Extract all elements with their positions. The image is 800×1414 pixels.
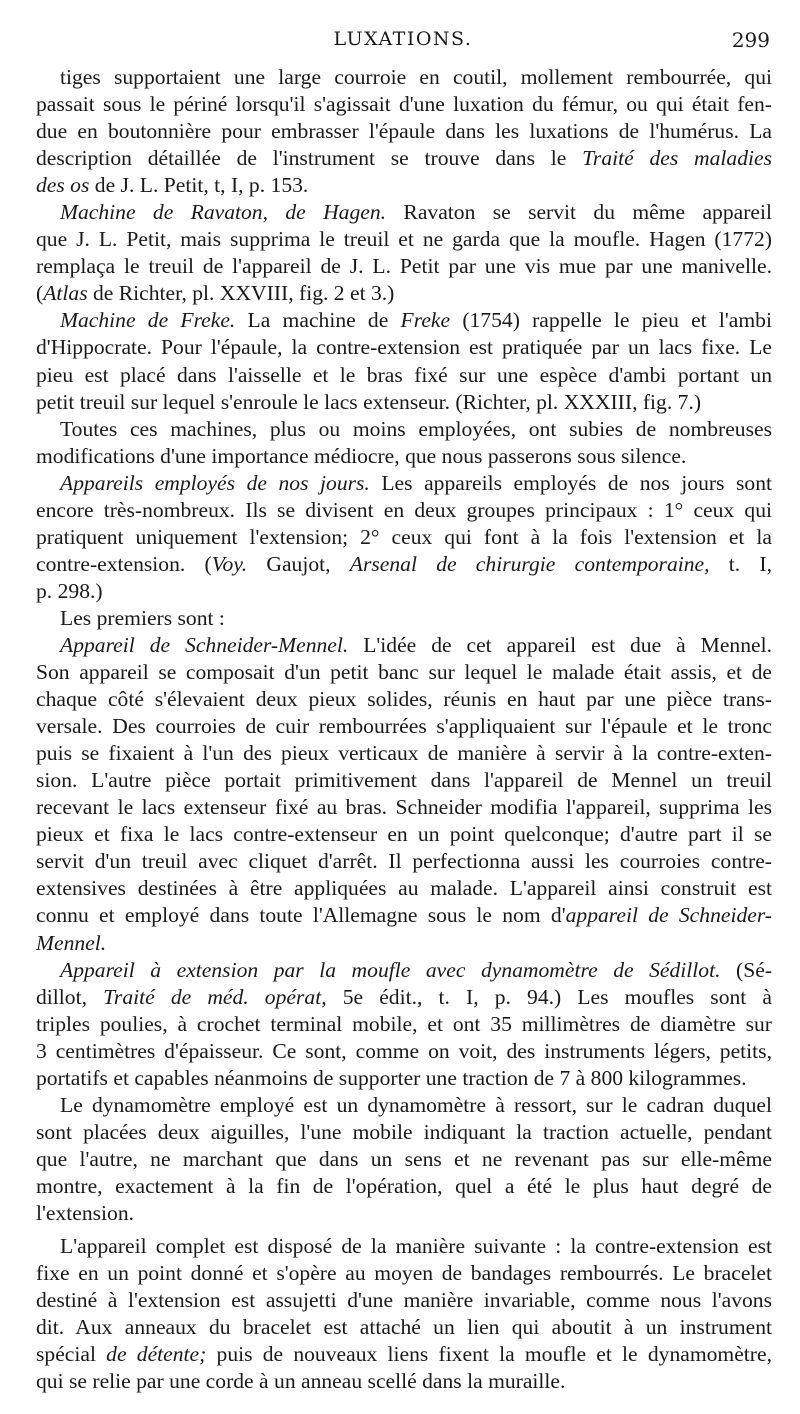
text-line <box>36 307 772 334</box>
text-run: chaque côté s'élevaient deux pieux solides, réunis en haut par une pièce trans- <box>36 687 772 712</box>
text-run: contre-extension. ( <box>36 551 212 576</box>
text-run: modifications d'une importance médiocre, que nous passerons sous silence. <box>36 443 687 468</box>
text-line <box>36 686 772 713</box>
text-line <box>36 226 772 253</box>
text-line <box>36 578 772 605</box>
text-run: recevant le lacs extenseur fixé au bras. Schneider modifia l'appareil, supprima les <box>36 795 772 820</box>
text-run: l'extension. <box>36 1200 135 1225</box>
italic-text: Machine de Freke. <box>60 308 236 333</box>
text-run: puis se fixaient à l'un des pieux verticaux de manière à servir à la contre-exten- <box>36 741 772 766</box>
text-line <box>36 930 772 957</box>
italic-text: Traité de méd. opérat <box>103 984 322 1009</box>
text-line <box>36 172 772 199</box>
text-line <box>36 280 772 307</box>
text-line <box>36 848 772 875</box>
text-run: pieu est placé dans l'aisselle et le bras fixé sur une espèce d'ambi portant un <box>36 362 772 387</box>
text-run: Les premiers sont : <box>60 605 225 630</box>
text-run: p. 298.) <box>36 578 103 603</box>
text-line <box>36 957 772 984</box>
italic-text: Arsenal de chirurgie contemporaine, <box>349 551 710 576</box>
text-line <box>36 497 772 524</box>
text-line <box>36 659 772 686</box>
text-line <box>36 794 772 821</box>
text-run: encore très-nombreux. Ils se divisent en deux groupes principaux : 1° ceux qui <box>36 497 772 522</box>
text-line <box>36 145 772 172</box>
text-run: spécial <box>36 1342 107 1367</box>
text-run: de J. L. Petit, t, I, p. 153. <box>89 173 309 198</box>
italic-text: Mennel. <box>36 930 107 955</box>
text-run: , 5e édit., t. I, p. 94.) Les moufles sont à <box>321 984 773 1009</box>
text-run: 3 centimètres d'épaisseur. Ce sont, comme on voit, des instruments légers, petits, <box>36 1038 772 1063</box>
text-line <box>36 821 772 848</box>
text-run: description détaillée de l'instrument se trouve dans le <box>36 146 583 171</box>
text-line <box>36 767 772 794</box>
italic-text: Machine de Ravaton, de Hagen. <box>60 200 387 225</box>
text-run: L'appareil complet est disposé de la manière suivante : la contre-extension est <box>60 1234 772 1259</box>
text-run: passait sous le périné lorsqu'il s'agissait d'une luxation du fémur, ou qui était fen- <box>36 92 772 117</box>
text-run: petit treuil sur lequel s'enroule le lacs extenseur. (Richter, pl. XXXIII, fig. 7.) <box>36 389 702 414</box>
text-run: triples poulies, à crochet terminal mobile, et ont 35 millimètres de diamètre sur <box>36 1011 772 1036</box>
text-run: Le dynamomètre employé est un dynamomètre à ressort, sur le cadran duquel <box>60 1092 772 1117</box>
text-line <box>36 389 772 416</box>
text-run: que J. L. Petit, mais supprima le treuil et ne garda que la moufle. Hagen (1772) <box>36 227 772 252</box>
text-run: (Sé- <box>720 957 773 982</box>
text-line <box>36 470 772 497</box>
text-line <box>36 524 772 551</box>
text-run: (1754) rappelle le pieu et l'ambi <box>450 308 772 333</box>
italic-text: des os <box>36 173 90 198</box>
text-line <box>36 1092 772 1119</box>
text-line <box>36 443 772 470</box>
text-run: d'Hippocrate. Pour l'épaule, la contre-extension est pratiquée par un lacs fixe. Le <box>36 335 772 360</box>
text-run: sont placées deux aiguilles, l'une mobile indiquant la traction actuelle, pendant <box>36 1119 772 1144</box>
text-line <box>36 632 772 659</box>
text-line <box>36 1200 772 1227</box>
text-run: de Richter, pl. XXVIII, fig. 2 et 3.) <box>87 281 395 306</box>
text-run: servit d'un treuil avec cliquet d'arrêt. Il perfectionna aussi les courroies contre- <box>36 849 772 874</box>
text-line <box>36 1341 772 1368</box>
text-line <box>36 605 772 632</box>
text-line <box>36 713 772 740</box>
page-header <box>36 28 770 56</box>
text-line <box>36 1260 772 1287</box>
text-run: puis de nouveaux liens fixent la moufle et le dynamomètre, <box>206 1342 772 1367</box>
text-line <box>36 1065 772 1092</box>
text-run: que l'autre, ne marchant que dans un sens et ne revenant pas sur elle-même <box>36 1146 772 1171</box>
text-run: fixe en un point donné et s'opère au moyen de bandages rembourrés. Le bracelet <box>36 1261 772 1286</box>
text-run: qui se relie par une corde à un anneau scellé dans la muraille. <box>36 1369 566 1394</box>
italic-text: Appareils employés de nos jours. <box>60 470 370 495</box>
text-line <box>36 118 772 145</box>
text-run: remplaça le treuil de l'appareil de J. L. Petit par une vis mue par une manivelle. <box>36 254 772 279</box>
text-run: extensives destinées à être appliquées au malade. L'appareil ainsi construit est <box>36 876 772 901</box>
text-run: sion. L'autre pièce portait primitivement dans l'appareil de Mennel un treuil <box>36 768 772 793</box>
text-line <box>36 64 772 91</box>
text-run: dit. Aux anneaux du bracelet est attaché un lien qui aboutit à un instrument <box>36 1315 772 1340</box>
text-run: portatifs et capables néanmoins de supporter une traction de 7 à 800 kilogrammes. <box>36 1065 747 1090</box>
text-line <box>36 1314 772 1341</box>
text-line <box>36 1173 772 1200</box>
text-run: Gaujot, <box>247 551 350 576</box>
text-line <box>36 334 772 361</box>
italic-text: Freke <box>400 308 451 333</box>
text-run: connu et employé dans toute l'Allemagne sous le nom d' <box>36 903 566 928</box>
text-line <box>36 902 772 929</box>
text-line <box>36 1119 772 1146</box>
body-text <box>36 64 772 1395</box>
text-line <box>36 1368 772 1395</box>
text-run: pratiquent uniquement l'extension; 2° ceux qui font à la fois l'extension et la <box>36 524 772 549</box>
text-run: dillot, <box>36 984 104 1009</box>
text-run: t. I, <box>709 551 773 576</box>
text-run: Ravaton se servit du même appareil <box>386 200 772 225</box>
text-line <box>36 416 772 443</box>
text-run: tiges supportaient une large courroie en coutil, mollement rembourrée, qui <box>60 65 772 89</box>
italic-text: Voy. <box>211 551 248 576</box>
text-line <box>36 199 772 226</box>
text-run: destiné à l'extension est assujetti d'une manière invariable, comme nous l'avons <box>36 1288 772 1313</box>
text-line <box>36 362 772 389</box>
text-run: ( <box>36 281 44 306</box>
italic-text: Appareil de Schneider-Mennel. <box>60 632 349 657</box>
text-line <box>36 984 772 1011</box>
running-title: LUXATIONS. <box>333 28 473 50</box>
page-number: 299 <box>731 28 770 52</box>
italic-text: Atlas <box>43 281 88 306</box>
text-run: pieux et fixa le lacs contre-extenseur en un point quelconque; d'autre part il se <box>36 822 772 847</box>
text-run: Toutes ces machines, plus ou moins employées, ont subies de nombreuses <box>60 416 772 441</box>
italic-text: Appareil à extension par la moufle avec dynamomètre de Sédillot. <box>60 957 721 982</box>
text-run: Les appareils employés de nos jours sont <box>369 470 772 495</box>
text-run: versale. Des courroies de cuir rembourrées s'appliquaient sur l'épaule et le tronc <box>36 714 772 739</box>
text-line <box>36 91 772 118</box>
text-line <box>36 740 772 767</box>
text-line <box>36 1146 772 1173</box>
text-run: due en boutonnière pour embrasser l'épaule dans les luxations de l'humérus. La <box>36 119 772 144</box>
text-run: Son appareil se composait d'un petit banc sur lequel le malade était assis, et de <box>36 660 772 685</box>
italic-text: de détente; <box>106 1342 207 1367</box>
text-line <box>36 253 772 280</box>
text-run: montre, exactement à la fin de l'opération, quel a été le plus haut degré de <box>36 1173 772 1198</box>
italic-text: Traité des maladies <box>582 146 772 171</box>
text-line <box>36 1011 772 1038</box>
text-line <box>36 551 772 578</box>
italic-text: appareil de Schneider- <box>565 903 772 928</box>
text-run: La machine de <box>235 308 401 333</box>
text-line <box>36 1038 772 1065</box>
text-line <box>36 875 772 902</box>
text-run: L'idée de cet appareil est due à Mennel. <box>348 632 772 657</box>
text-line <box>36 1233 772 1260</box>
text-line <box>36 1287 772 1314</box>
